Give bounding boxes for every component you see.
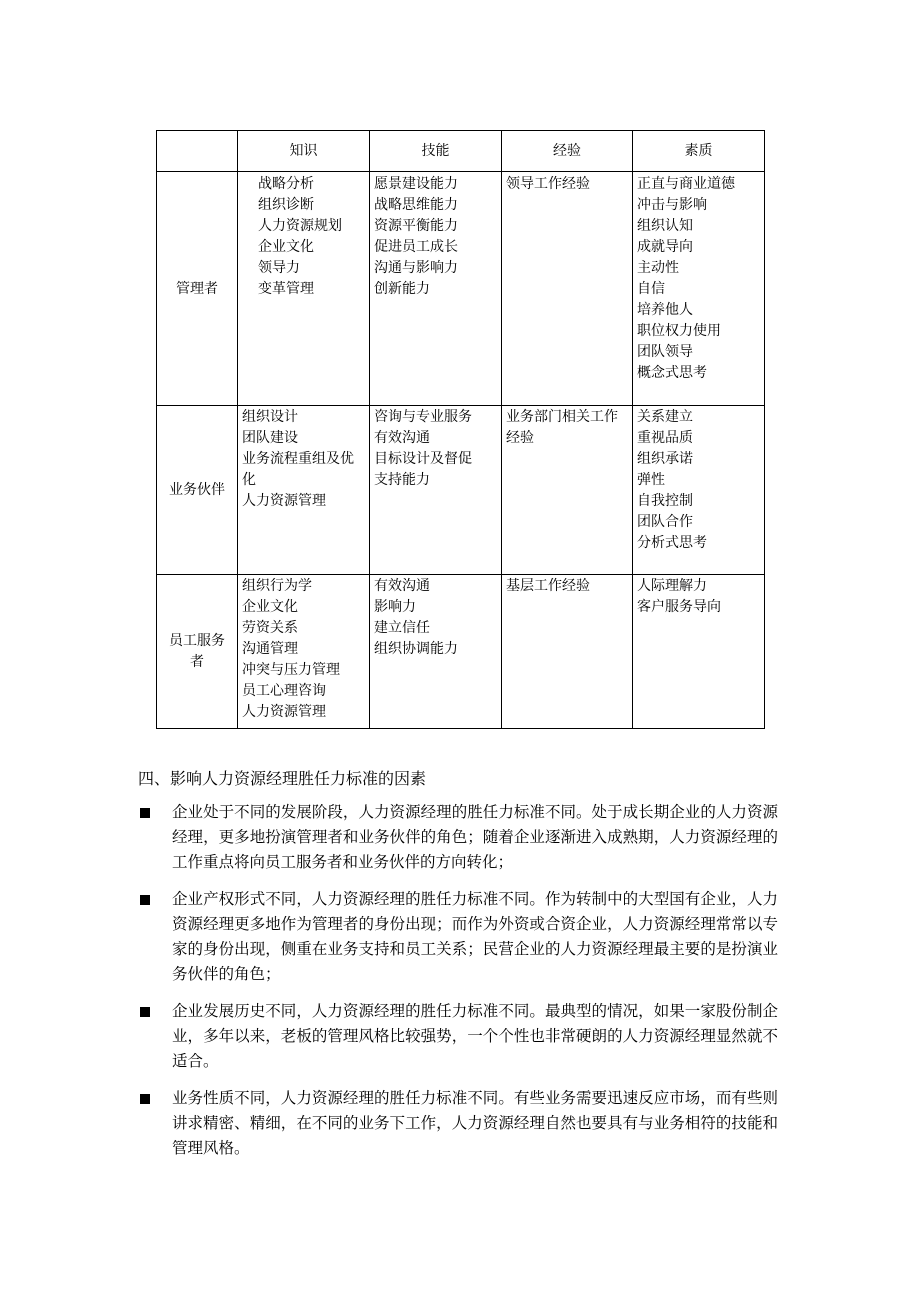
list-item: 创新能力: [374, 281, 430, 297]
list-item: 人际理解力: [637, 578, 707, 594]
list-item: 组织行为学: [242, 578, 312, 594]
list-item: 愿景建设能力: [374, 176, 458, 192]
square-bullet-icon: [140, 895, 150, 905]
cell-skills: [370, 172, 502, 406]
cell-qualities: [633, 172, 765, 406]
list-item: 弹性: [637, 472, 665, 488]
list-item: 组织诊断: [258, 197, 314, 213]
list-item: 领导工作经验: [506, 176, 590, 192]
list-item: 关系建立: [637, 409, 693, 425]
list-item: 主动性: [637, 260, 679, 276]
list-item: 职位权力使用: [637, 323, 721, 339]
list-item: 客户服务导向: [637, 599, 721, 615]
list-item: 资源平衡能力: [374, 218, 458, 234]
bullet-text: 企业处于不同的发展阶段，人力资源经理的胜任力标准不同。处于成长期企业的人力资源经理，更多地扮演管理者和业务伙伴的角色；随着企业逐渐进入成熟期，人力资源经理的工作重点将向员工服务者和业务伙伴的方向转化；: [172, 803, 778, 871]
row-header-business-partner: 业务伙伴: [157, 406, 238, 575]
section-title: 四、影响人力资源经理胜任力标准的因素: [138, 769, 427, 788]
square-bullet-icon: [140, 808, 150, 818]
list-item: [138, 999, 778, 1074]
list-item: 业务流程重组及优化: [242, 451, 354, 488]
cell-knowledge: [238, 575, 370, 729]
list-item: 组织设计: [242, 409, 298, 425]
square-bullet-icon: [140, 1007, 150, 1017]
cell-knowledge: [238, 406, 370, 575]
list-item: 基层工作经验: [506, 578, 590, 594]
bullet-text: 业务性质不同，人力资源经理的胜任力标准不同。有些业务需要迅速反应市场，而有些则讲求精密、精细，在不同的业务下工作，人力资源经理自然也要具有与业务相符的技能和管理风格。: [172, 1089, 778, 1157]
list-item: 团队建设: [242, 430, 298, 446]
list-item: 人力资源规划: [258, 218, 342, 234]
list-item: [138, 887, 778, 987]
list-item: 组织承诺: [637, 451, 693, 467]
factor-list: [138, 800, 778, 1173]
table-row: [157, 172, 765, 406]
cell-qualities: [633, 575, 765, 729]
list-item: 业务部门相关工作经验: [506, 409, 618, 446]
list-item: 团队领导: [637, 344, 693, 360]
table-row: [157, 575, 765, 729]
list-item: 组织协调能力: [374, 641, 458, 657]
bullet-text: 企业产权形式不同，人力资源经理的胜任力标准不同。作为转制中的大型国有企业，人力资源经理更多地作为管理者的身份出现；而作为外资或合资企业，人力资源经理常常以专家的身份出现，侧重在业务支持和员工关系；民营企业的人力资源经理最主要的是扮演业务伙伴的角色；: [172, 890, 778, 983]
list-item: 企业文化: [258, 239, 314, 255]
list-item: [138, 1086, 778, 1161]
list-item: 冲击与影响: [637, 197, 707, 213]
list-item: [138, 800, 778, 875]
list-item: 自我控制: [637, 493, 693, 509]
list-item: 沟通管理: [242, 641, 298, 657]
header-cell-skills: 技能: [370, 131, 502, 172]
competency-table: [156, 130, 765, 729]
list-item: 支持能力: [374, 472, 430, 488]
list-item: 成就导向: [637, 239, 693, 255]
list-item: 分析式思考: [637, 535, 707, 551]
header-cell-experience: 经验: [502, 131, 633, 172]
list-item: 培养他人: [637, 302, 693, 318]
bullet-text: 企业发展历史不同，人力资源经理的胜任力标准不同。最典型的情况，如果一家股份制企业，多年以来，老板的管理风格比较强势，一个个性也非常硬朗的人力资源经理显然就不适合。: [172, 1002, 778, 1070]
list-item: 团队合作: [637, 514, 693, 530]
table-row: [157, 406, 765, 575]
list-item: 企业文化: [242, 599, 298, 615]
list-item: 有效沟通: [374, 578, 430, 594]
cell-experience: [502, 406, 633, 575]
list-item: 组织认知: [637, 218, 693, 234]
cell-experience: [502, 172, 633, 406]
list-item: 重视品质: [637, 430, 693, 446]
list-item: 变革管理: [258, 281, 314, 297]
row-header-employee-service: 员工服务者: [157, 575, 238, 729]
list-item: 建立信任: [374, 620, 430, 636]
header-cell-knowledge: 知识: [238, 131, 370, 172]
list-item: 人力资源管理: [242, 704, 326, 720]
list-item: 促进员工成长: [374, 239, 458, 255]
list-item: 影响力: [374, 599, 416, 615]
list-item: 自信: [637, 281, 665, 297]
list-item: 战略分析: [258, 176, 314, 192]
list-item: 战略思维能力: [374, 197, 458, 213]
list-item: 员工心理咨询: [242, 683, 326, 699]
cell-skills: [370, 406, 502, 575]
list-item: 劳资关系: [242, 620, 298, 636]
list-item: 有效沟通: [374, 430, 430, 446]
list-item: 概念式思考: [637, 365, 707, 381]
table-header-row: [157, 131, 765, 172]
list-item: 咨询与专业服务: [374, 409, 472, 425]
list-item: 正直与商业道德: [637, 176, 735, 192]
list-item: 人力资源管理: [242, 493, 326, 509]
square-bullet-icon: [140, 1094, 150, 1104]
header-cell-empty: [157, 131, 238, 172]
cell-experience: [502, 575, 633, 729]
header-cell-qualities: 素质: [633, 131, 765, 172]
cell-skills: [370, 575, 502, 729]
row-header-manager: 管理者: [157, 172, 238, 406]
list-item: 领导力: [258, 260, 300, 276]
list-item: 目标设计及督促: [374, 451, 472, 467]
cell-knowledge: [238, 172, 370, 406]
list-item: 冲突与压力管理: [242, 662, 340, 678]
cell-qualities: [633, 406, 765, 575]
list-item: 沟通与影响力: [374, 260, 458, 276]
